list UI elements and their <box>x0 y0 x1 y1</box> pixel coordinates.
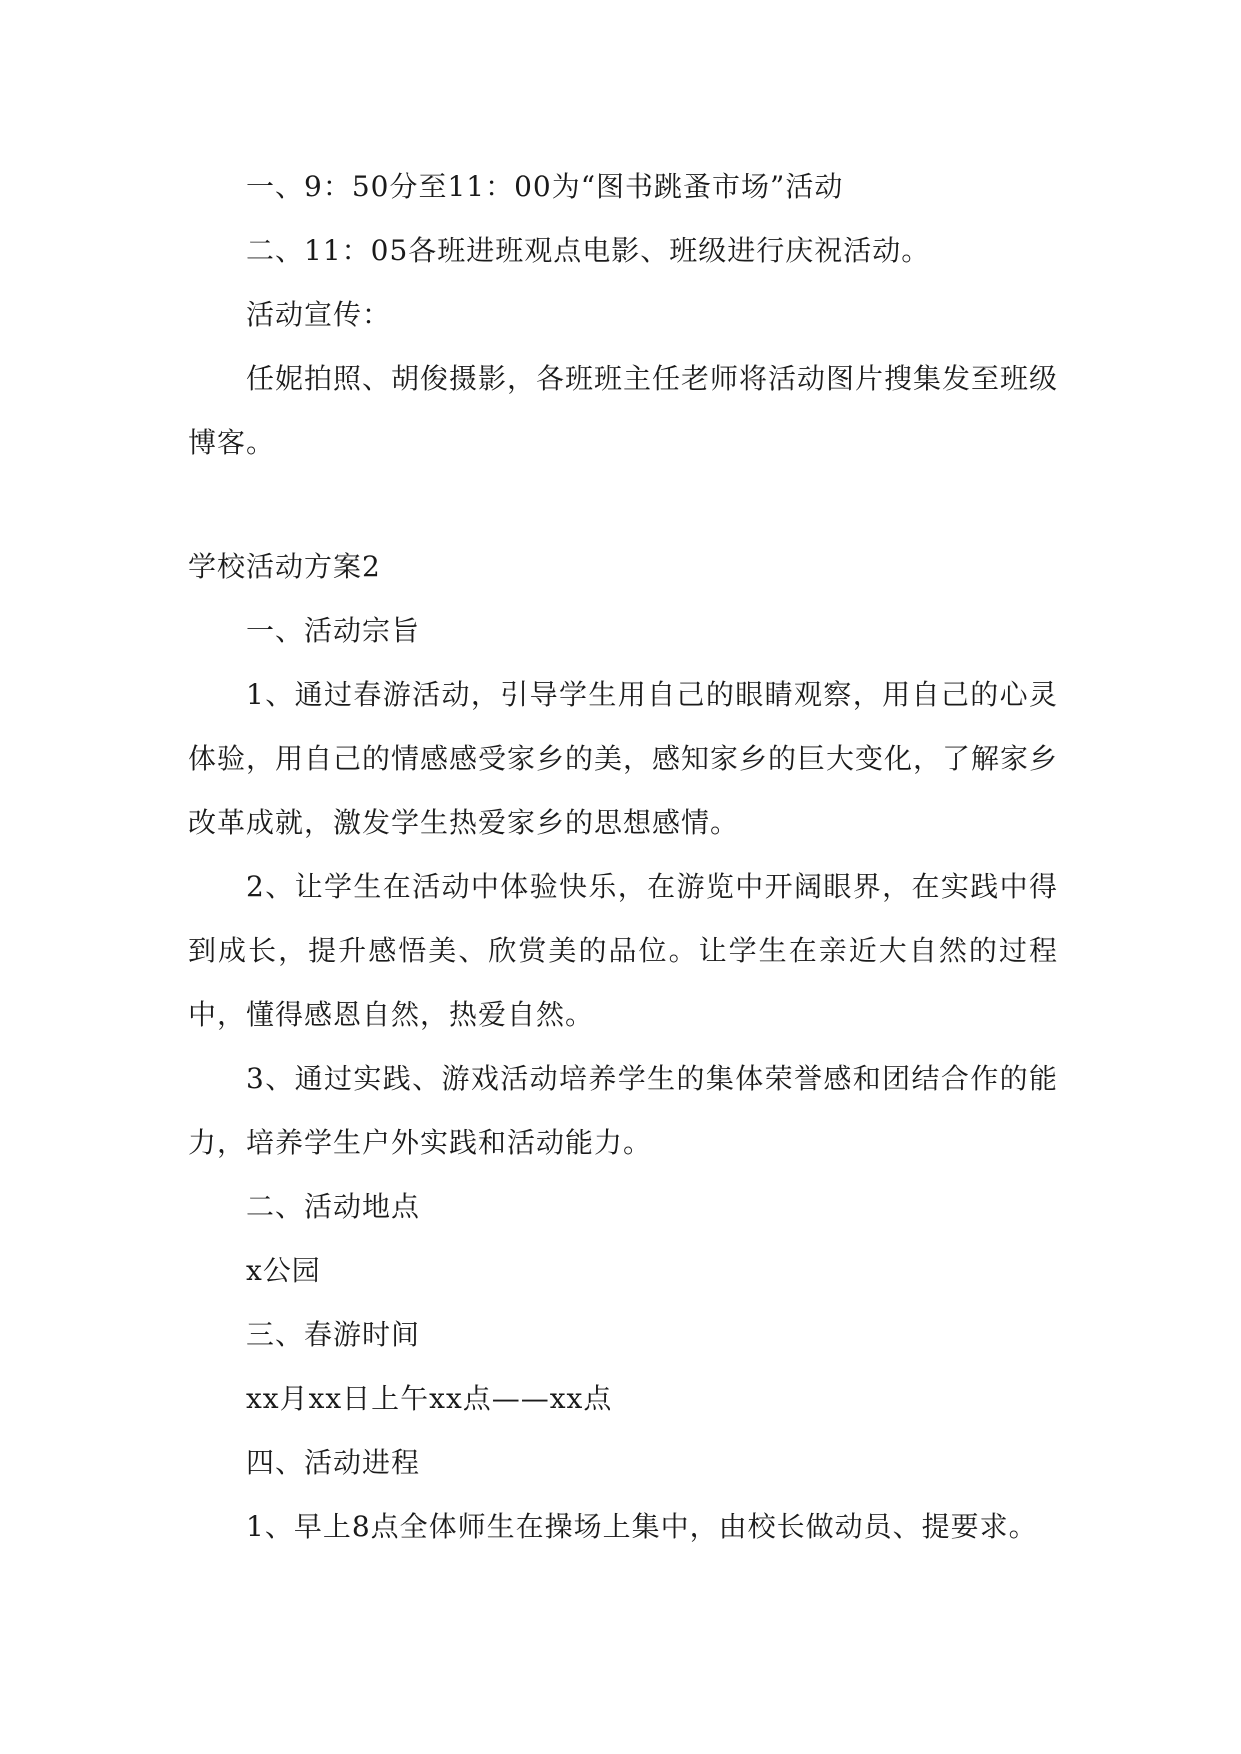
paragraph-publicity-body: 任妮拍照、胡俊摄影，各班班主任老师将活动图片搜集发至班级博客。 <box>188 362 1059 459</box>
paragraph-process-1: 1、早上8点全体师生在操场上集中，由校长做动员、提要求。 <box>246 1510 1038 1543</box>
paragraph-purpose-2: 2、让学生在活动中体验快乐，在游览中开阔眼界，在实践中得到成长，提升感悟美、欣赏美的品位。让学生在亲近大自然的过程中，懂得感恩自然，热爱自然。 <box>188 870 1058 1031</box>
paragraph-purpose-1: 1、通过春游活动，引导学生用自己的眼睛观察，用自己的心灵体验，用自己的情感感受家乡的美，感知家乡的巨大变化，了解家乡改革成就，激发学生热爱家乡的思想感情。 <box>188 678 1059 839</box>
paragraph-purpose-3: 3、通过实践、游戏活动培养学生的集体荣誉感和团结合作的能力，培养学生户外实践和活动能力。 <box>188 1062 1058 1159</box>
paragraph-activity-2: 二、11：05各班进班观点电影、班级进行庆祝活动。 <box>246 234 931 267</box>
paragraph-activity-1: 一、9：50分至11：00为“图书跳蚤市场”活动 <box>246 170 844 203</box>
paragraph-time: xx月xx日上午xx点——xx点 <box>246 1382 613 1415</box>
paragraph-publicity-heading: 活动宣传： <box>246 298 392 331</box>
paragraph-location: x公园 <box>246 1254 321 1287</box>
paragraph-purpose-heading: 一、活动宗旨 <box>246 614 421 647</box>
paragraph-time-heading: 三、春游时间 <box>246 1318 421 1351</box>
document-page <box>188 155 1058 1559</box>
paragraph-location-heading: 二、活动地点 <box>246 1190 421 1223</box>
section-title: 学校活动方案2 <box>188 550 381 583</box>
section-spacer <box>188 475 1058 535</box>
paragraph-process-heading: 四、活动进程 <box>246 1446 421 1479</box>
